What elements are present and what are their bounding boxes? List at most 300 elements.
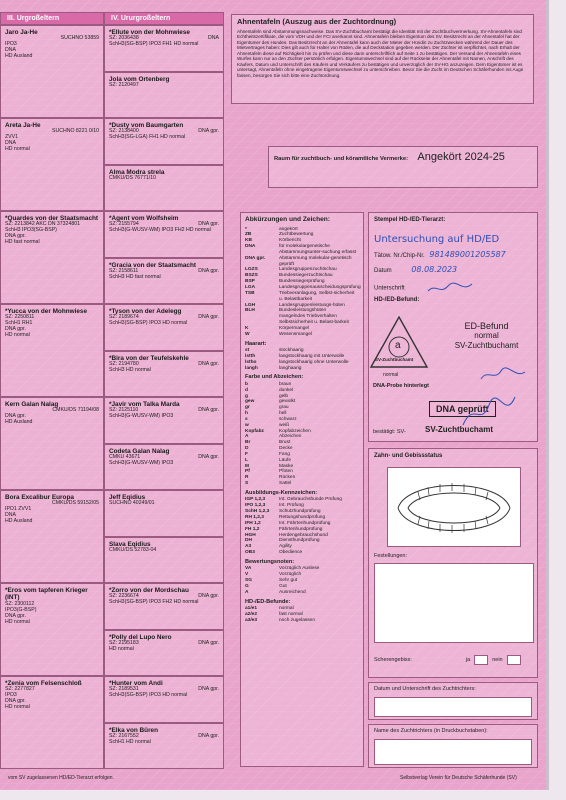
abbreviation-row bbox=[245, 314, 359, 326]
abbreviation-key: d bbox=[245, 387, 248, 393]
ancestor-info: SchH3 HD fast normal bbox=[109, 273, 161, 280]
festellungen-field[interactable] bbox=[374, 563, 534, 643]
ancestor-dna: DNA gpr. bbox=[198, 453, 219, 460]
abbreviation-key: IGP 1,2,3 bbox=[245, 497, 266, 503]
ancestor-info: DNA bbox=[5, 140, 16, 147]
abbreviation-value: Vorzüglich bbox=[279, 572, 302, 578]
ancestor-name: *Agent vom Wolfsheim bbox=[109, 215, 179, 222]
abbreviation-value: weiß bbox=[279, 422, 290, 428]
ancestor-info: HD normal bbox=[109, 645, 134, 652]
abbreviation-value: angekört bbox=[279, 226, 298, 232]
abbreviation-value: Fährtenhundprüfung bbox=[279, 526, 323, 532]
ancestor-info: SZ: 2155794 bbox=[109, 221, 139, 228]
ancestor-reg: SUCHNO 8221 0/10 bbox=[52, 128, 99, 135]
ancestor-cell-gen4 bbox=[104, 25, 224, 72]
ancestor-cell-gen4 bbox=[104, 397, 224, 444]
ancestor-cell-gen4 bbox=[104, 165, 224, 212]
abbreviation-key: M bbox=[245, 463, 249, 469]
unterschrift-row bbox=[374, 281, 532, 295]
ancestor-info: HD Ausland bbox=[5, 53, 33, 60]
abbreviation-key: gew bbox=[245, 399, 255, 405]
ancestor-info: DNA bbox=[5, 47, 16, 54]
abbreviation-key: * bbox=[245, 226, 247, 232]
ancestor-cell-gen3 bbox=[0, 211, 104, 304]
ancestor-dna: DNA gpr. bbox=[198, 732, 219, 739]
abbreviation-key: h bbox=[245, 411, 248, 417]
ancestor-cell-gen4 bbox=[104, 583, 224, 630]
datum-zuechter-field[interactable] bbox=[374, 697, 532, 717]
ancestor-info: HD normal bbox=[5, 146, 30, 153]
abbreviation-value: Pfoten bbox=[279, 469, 293, 475]
abbreviation-key: SchH 1,2,3 bbox=[245, 509, 270, 515]
abbreviation-value: Landesgruppenausscheidungsprüfung bbox=[279, 285, 361, 291]
ancestor-info: SZ: 2250811 bbox=[5, 314, 35, 321]
abbreviation-row bbox=[245, 590, 359, 596]
abbreviation-key: V bbox=[245, 572, 249, 578]
datum-zuechter-label: Datum und Unterschrift des Zuchtrichters: bbox=[374, 686, 476, 692]
teeth-diagram-icon bbox=[388, 468, 520, 546]
abbreviation-key: RH 1,2,3 bbox=[245, 514, 264, 520]
ancestor-cell-gen3 bbox=[0, 490, 104, 583]
ancestor-info: SchH3(G-WUSV-WM) IPO3 bbox=[109, 459, 174, 466]
abbreviation-key: w bbox=[245, 422, 249, 428]
abbreviation-value: Rettungshundprüfung bbox=[279, 514, 326, 520]
abbreviation-key: a2/e2 bbox=[245, 611, 258, 617]
ancestor-info: SchH3(SG-LGA) FH1 HD normal bbox=[109, 134, 186, 141]
ancestor-name: Bora Excalibur Europa bbox=[5, 494, 74, 501]
abbreviation-key: SG bbox=[245, 577, 252, 583]
abbreviation-key: Pf bbox=[245, 469, 250, 475]
abbreviation-key: OB3 bbox=[245, 550, 255, 556]
abbreviation-key: Kopfabz bbox=[245, 428, 264, 434]
abbreviation-key: L bbox=[245, 457, 248, 463]
ancestor-info: SchH3(SG-BSP) IPO3 FH2 HD normal bbox=[109, 599, 199, 606]
abbreviation-key: HGH bbox=[245, 532, 256, 538]
abbreviation-value: Bundessiegerprüfung bbox=[279, 279, 325, 285]
ancestor-cell-gen4 bbox=[104, 630, 224, 677]
stamp-normal: normal bbox=[383, 372, 399, 378]
abbreviation-value: Int. Fährtenhundprüfung bbox=[279, 520, 331, 526]
abbreviation-row bbox=[245, 618, 359, 624]
ancestor-name: Jeff Eqidius bbox=[109, 494, 146, 501]
ancestor-name: Jola vom Ortenberg bbox=[109, 75, 170, 83]
name-zuechter-box bbox=[368, 724, 538, 768]
ausbildung-list bbox=[245, 497, 359, 555]
abbreviation-key: BSZS bbox=[245, 273, 258, 279]
ancestor-info: SZ: 2158611 bbox=[109, 267, 139, 274]
ancestor-cell-gen3 bbox=[0, 397, 104, 490]
ancestor-info: DNA bbox=[5, 512, 16, 519]
ancestor-info: SchH3 IPO3(SG-BSP) bbox=[5, 227, 57, 234]
ancestor-info: IPO3 bbox=[5, 692, 17, 699]
unterschrift-label: Unterschrift bbox=[374, 285, 405, 292]
abbreviation-key: DH bbox=[245, 538, 252, 544]
ancestor-dna: DNA gpr. bbox=[198, 221, 219, 228]
ancestor-name: Jaro Ja-He bbox=[5, 29, 38, 36]
ancestor-info: SchH3 HD normal bbox=[109, 366, 151, 373]
abbreviation-row bbox=[245, 550, 359, 556]
datum-label: Datum bbox=[374, 268, 392, 275]
ancestor-info: CMKU/DS 76771/10 bbox=[109, 174, 156, 181]
abbreviation-value: stockhaarig bbox=[279, 348, 304, 354]
header-col3: III. Urgroßeltern bbox=[0, 12, 104, 25]
abbreviation-key: IPO 1,2,3 bbox=[245, 503, 266, 509]
abbreviation-value: für molekulargenetische Abstammungsunter-suchung erfasst bbox=[279, 244, 357, 255]
ancestor-info: SZ: 2189531 bbox=[109, 686, 139, 693]
ancestor-info: IPO3 bbox=[5, 41, 17, 48]
abbreviation-key: LGA bbox=[245, 285, 256, 291]
ancestor-name: *Elka von Büren bbox=[109, 726, 159, 734]
abbreviation-value: schwarz bbox=[279, 416, 297, 422]
ancestor-name: *Yucca von der Mohnwiese bbox=[5, 308, 88, 315]
abbreviation-value: Int. Gebrauchshunde Prüfung bbox=[279, 497, 342, 503]
stempel-box bbox=[368, 212, 538, 442]
ancestor-info: SchH3(G-WUSV-WM) IPO3 FH2 HD normal bbox=[109, 227, 211, 234]
ed-befund-normal: normal bbox=[474, 331, 499, 341]
hd-befunde-title: HD-/ED-Befunde: bbox=[245, 598, 291, 605]
signature-ed bbox=[479, 367, 529, 383]
ancestor-cell-gen3 bbox=[0, 583, 104, 676]
ancestor-name: *Tyson von der Adelegg bbox=[109, 308, 182, 315]
ancestor-name: *Eros vom tapferen Krieger (INT) bbox=[5, 587, 88, 602]
ancestor-info: SZ: 2300112 bbox=[5, 600, 35, 607]
taetow-value: 981489001205587 bbox=[429, 250, 506, 260]
ancestor-dna: DNA gpr. bbox=[198, 128, 219, 135]
ancestor-cell-gen4 bbox=[104, 723, 224, 770]
schere-row bbox=[374, 655, 521, 665]
abbreviation-row bbox=[245, 481, 359, 487]
abbreviation-row bbox=[245, 366, 359, 372]
ancestor-cell-gen4 bbox=[104, 537, 224, 584]
abbreviation-value: Maske bbox=[279, 463, 294, 469]
abbreviation-value: noch zugelassen bbox=[279, 617, 316, 623]
ancestor-name: *Polly del Lupo Nero bbox=[109, 633, 172, 641]
ancestor-info: IPO3(G-BSP) bbox=[5, 606, 37, 613]
abbreviation-key: D bbox=[245, 446, 249, 452]
ancestor-dna: DNA gpr. bbox=[198, 593, 219, 600]
stamp-text: SV-Zuchtbuchamt bbox=[375, 357, 414, 362]
abbreviation-value: Landesgruppenzuchtschau bbox=[279, 267, 337, 273]
name-zuechter-field[interactable] bbox=[374, 739, 532, 765]
abbreviation-value: fast normal bbox=[279, 611, 303, 617]
nein-label: nein bbox=[492, 656, 503, 663]
abbreviation-value: Landesgruppenleistungs-hüten bbox=[279, 302, 345, 308]
haarart-title: Haarart: bbox=[245, 340, 267, 347]
abbreviation-value: Gut bbox=[279, 583, 287, 589]
ancestor-name: *Dusty vom Baumgarten bbox=[109, 122, 184, 129]
teeth-diagram bbox=[387, 467, 521, 547]
ancestor-info: SZ: 2189674 bbox=[109, 314, 139, 321]
zahn-title: Zahn- und Gebissstatus bbox=[374, 453, 443, 459]
abbreviation-value: Diensthundprüfung bbox=[279, 538, 320, 544]
abbreviation-key: gr bbox=[245, 405, 250, 411]
datum-value: 08.08.2023 bbox=[411, 265, 458, 275]
ancestor-name: *Zenia vom Felsenschloß bbox=[5, 680, 82, 687]
abbreviation-value: Sehr gut bbox=[279, 577, 298, 583]
abbreviation-key: S bbox=[245, 481, 249, 487]
abbreviation-value: Läufe bbox=[279, 457, 292, 463]
ancestor-name: Codeta Galan Nalag bbox=[109, 447, 170, 455]
ancestor-name: *Javir vom Talka Marda bbox=[109, 401, 180, 408]
abbreviation-key: lstho bbox=[245, 359, 257, 365]
abbreviation-value: langstockhaarig mit Unterwolle bbox=[279, 353, 345, 359]
abbreviation-value: braun bbox=[279, 381, 292, 387]
ancestor-cell-gen3 bbox=[0, 25, 104, 118]
ancestor-info: SZ: 2213842 AKC DN 37324801 bbox=[5, 221, 80, 228]
abbreviation-value: Fang bbox=[279, 451, 290, 457]
stempel-title: Stempel HD-/ED-Tierarzt: bbox=[374, 217, 446, 223]
name-zuechter-label: Name des Zuchtrichters (in Druckbuchstaben): bbox=[374, 728, 488, 734]
footer-left: vom SV zugelassenen HD/ED-Tierarzt erfolgen. bbox=[8, 775, 114, 781]
abbreviation-row bbox=[245, 256, 359, 268]
abbreviation-value: grau bbox=[279, 405, 289, 411]
ed-befund-sv: SV-Zuchtbuchamt bbox=[454, 340, 519, 350]
ancestor-info: HD normal bbox=[5, 704, 30, 711]
ancestor-info: SZ: 2125110 bbox=[109, 407, 139, 414]
abbreviation-key: b bbox=[245, 381, 248, 387]
raum-value: Angekört 2024-25 bbox=[417, 151, 505, 163]
abbreviation-value: gelb bbox=[279, 393, 289, 399]
ancestor-info: IPO1 ZVV1 bbox=[5, 506, 32, 513]
bewertung-list bbox=[245, 566, 359, 595]
ancestor-info: HD normal bbox=[5, 618, 30, 625]
abbreviation-key: LGH bbox=[245, 302, 256, 308]
abbreviation-key: IFH 1,2 bbox=[245, 520, 261, 526]
dna-probe: DNA-Probe hinterlegt bbox=[373, 383, 429, 389]
ancestor-info: SchH1 RH1 bbox=[5, 320, 33, 327]
abbreviation-value: Triebveranlagung, Selbst-sicherheit u. Belastbarkeit bbox=[279, 290, 355, 302]
abbreviation-key: VA bbox=[245, 566, 252, 572]
ancestor-info: DNA gpr. bbox=[5, 612, 26, 619]
ancestor-cell-gen4 bbox=[104, 351, 224, 398]
farbe-list bbox=[245, 382, 359, 487]
abbreviation-value: Körbericht bbox=[279, 238, 301, 244]
ancestor-reg: SUCHNO 53859 bbox=[60, 35, 99, 42]
signature-dna bbox=[459, 391, 519, 431]
abbreviation-key: langh bbox=[245, 365, 258, 371]
taetow-label: Tätow. Nr./Chip-Nr. bbox=[374, 253, 425, 260]
abbreviation-value: Herdengebrauchshund bbox=[279, 532, 328, 538]
ancestor-info: HD fast normal bbox=[5, 239, 40, 246]
abbreviation-value: Schutzhundprüfung bbox=[279, 509, 321, 515]
ancestor-info: SZ: 2138400 bbox=[109, 128, 139, 135]
raum-label: Raum für zuchtbuch- und köramtliche Vermerke: bbox=[274, 156, 408, 162]
abbreviation-key: BLH bbox=[245, 308, 255, 314]
abbreviation-value: Vorzüglich Auslese bbox=[279, 566, 320, 572]
ancestor-info: HD Ausland bbox=[5, 419, 33, 426]
ancestor-info: SZ: 2120497 bbox=[109, 81, 139, 88]
abbreviation-key: a3/e3 bbox=[245, 617, 258, 623]
bewertung-title: Bewertungsnoten: bbox=[245, 558, 295, 565]
abbreviation-key: DNA bbox=[245, 244, 256, 250]
abbreviation-key: a1/e1 bbox=[245, 605, 258, 611]
ancestor-info: SchH3(SG-BSP) IPO3 HD normal bbox=[109, 692, 188, 699]
abbreviation-value: Bundessiegerzuchtschau bbox=[279, 273, 333, 279]
ancestor-info: SZ: 2036438 bbox=[109, 35, 139, 42]
abbreviation-value: Int. Prüfung bbox=[279, 503, 304, 509]
ahnentafel-box bbox=[231, 14, 534, 104]
ancestor-info: SZ: 2236674 bbox=[109, 593, 139, 600]
abbreviation-key: Br bbox=[245, 440, 251, 446]
abbreviation-key: F bbox=[245, 451, 248, 457]
ancestor-info: SZ: 2195183 bbox=[109, 639, 139, 646]
ahnentafel-title: Ahnentafeln (Auszug aus der Zuchtordnung) bbox=[237, 17, 397, 26]
ancestor-cell-gen4 bbox=[104, 258, 224, 305]
abbreviations-box bbox=[240, 212, 364, 767]
ancestor-info: SZ: 2167552 bbox=[109, 732, 139, 739]
ancestor-dna: DNA gpr. bbox=[198, 360, 219, 367]
schere-label: Scherengebiss: bbox=[374, 656, 412, 663]
ancestor-name: *Bira von der Teufelskehle bbox=[109, 354, 189, 362]
abbreviation-key: G bbox=[245, 583, 249, 589]
abbreviation-value: Wesensmangel bbox=[279, 331, 312, 337]
header-col4: IV. Ururgroßeltern bbox=[104, 12, 224, 25]
ja-label: ja bbox=[465, 656, 471, 663]
bestaetigt-label: bestätigt: SV- bbox=[373, 429, 406, 435]
ancestor-dna: DNA gpr. bbox=[198, 686, 219, 693]
abbreviation-value: Agility bbox=[279, 544, 292, 550]
abbreviation-key: DNA gpr. bbox=[245, 255, 266, 261]
ausbildung-title: Ausbildungs-Kennzeichen: bbox=[245, 490, 318, 497]
ancestor-info: ZVV1 bbox=[5, 134, 18, 141]
abbreviation-key: KB bbox=[245, 238, 252, 244]
ancestor-name: *Ellute von der Mohnwiese bbox=[109, 29, 190, 36]
ja-checkbox[interactable] bbox=[474, 655, 488, 665]
ancestor-cell-gen4 bbox=[104, 444, 224, 491]
abbreviation-key: LGZS bbox=[245, 267, 258, 273]
abbreviation-key: lstth bbox=[245, 353, 256, 359]
ancestor-info: SchH3(SG-BSP) IPO3 FH1 HD normal bbox=[109, 41, 199, 48]
ancestor-reg: CMKU/DS 71194/08 bbox=[52, 407, 99, 414]
abbreviations-list bbox=[245, 227, 359, 338]
ancestor-reg: CMKU/DS 59152/05 bbox=[52, 500, 99, 507]
ancestor-name: Slava Eqidius bbox=[109, 540, 151, 548]
abbreviation-value: Rücken bbox=[279, 475, 296, 481]
abbreviation-value: normal bbox=[279, 605, 294, 611]
ancestor-cell-gen3 bbox=[0, 304, 104, 397]
ancestor-info: SchH3(SG-BSP) IPO3 HD normal bbox=[109, 320, 188, 327]
datum-zuechter-box bbox=[368, 682, 538, 720]
abbreviation-value: langstockhaarig ohne Unterwolle bbox=[279, 359, 349, 365]
zahn-box bbox=[368, 448, 538, 678]
abbreviation-key: A bbox=[245, 434, 249, 440]
signature-vet bbox=[426, 281, 476, 295]
ancestor-info: DNA gpr. bbox=[5, 326, 26, 333]
ancestor-dna: DNA gpr. bbox=[198, 267, 219, 274]
ancestor-cell-gen3 bbox=[0, 676, 104, 769]
abbreviation-value: Sattel bbox=[279, 481, 292, 487]
abbreviation-key: BSP bbox=[245, 279, 255, 285]
abbreviation-key: TSB bbox=[245, 290, 255, 296]
dna-geprueft-stamp: DNA geprüft bbox=[429, 401, 496, 417]
sv-zb-stamp: SV-Zuchtbuchamt bbox=[425, 425, 494, 434]
abbreviation-value: gewolkt bbox=[279, 399, 296, 405]
ancestor-info: CMKU 43671 bbox=[109, 453, 141, 460]
abbreviation-key bbox=[245, 314, 279, 326]
ancestor-info: SZ: 2277827 bbox=[5, 686, 35, 693]
abbreviation-row bbox=[245, 332, 359, 338]
abbreviation-key: R bbox=[245, 475, 249, 481]
befund-label: HD-/ED-Befund: bbox=[374, 297, 420, 304]
abbreviation-key: A bbox=[245, 589, 249, 595]
ancestor-info: DNA gpr. bbox=[5, 413, 26, 420]
ancestor-name: *Zorro von der Mordschau bbox=[109, 587, 189, 594]
abbreviation-value: mangelndes Triebverhalten Selbstsicherheit u. Belast-barkeit bbox=[279, 314, 349, 326]
ancestor-info: SUCHNO 40249/01 bbox=[109, 500, 155, 507]
ancestor-dna: DNA gpr. bbox=[198, 314, 219, 321]
ancestor-info: CMKU/DS 52783-04 bbox=[109, 546, 157, 553]
farbe-title: Farbe und Abzeichen: bbox=[245, 374, 304, 381]
abbreviation-key: FH 1,2 bbox=[245, 526, 260, 532]
abbreviation-row bbox=[245, 291, 359, 303]
ed-befund-block bbox=[439, 321, 534, 350]
ancestor-info: SchH3(G-WUSV-WM) IPO3 bbox=[109, 413, 174, 420]
ancestor-name: *Quardes von der Staatsmacht bbox=[5, 215, 99, 222]
nein-checkbox[interactable] bbox=[507, 655, 521, 665]
ancestor-name: Alma Modra strela bbox=[109, 168, 165, 176]
ancestor-name: Kern Galan Nalag bbox=[5, 401, 59, 408]
abbreviation-key: K bbox=[245, 325, 249, 331]
abbreviation-key: g bbox=[245, 393, 248, 399]
ancestor-info: SZ: 2194780 bbox=[109, 360, 139, 367]
ancestor-name: Areta Ja-He bbox=[5, 122, 41, 129]
taetow-row bbox=[374, 250, 532, 260]
ancestor-cell-gen4 bbox=[104, 72, 224, 119]
ancestor-cell-gen4 bbox=[104, 304, 224, 351]
haarart-list bbox=[245, 348, 359, 371]
abbreviation-value: Obedience bbox=[279, 550, 303, 556]
abbreviation-value: Abzeichen bbox=[279, 434, 302, 440]
abbreviation-value: hell bbox=[279, 411, 287, 417]
abbreviation-key: A3 bbox=[245, 544, 252, 550]
abbreviation-value: langhaarig bbox=[279, 365, 302, 371]
ancestor-dna: DNA gpr. bbox=[198, 639, 219, 646]
ancestor-cell-gen4 bbox=[104, 490, 224, 537]
abbreviation-key: s bbox=[245, 416, 248, 422]
ancestor-info: DNA gpr. bbox=[5, 698, 26, 705]
ahnentafel-text: Ahnentafeln sind Abstammungsnachweise. Das SV-Zuchtbuchamt bestätigt die Identität mit der Zuchtbuchvermerkung. SV-Ahnentafeln sind Echtheitszertifikate, die vom VDH und der FCI anerkannt sind. Ahnentafeln bleiben Eigentum des SV. Besitzrecht an der Ahnentafel hat der Eigentümer des Hundes. Das Besitzrecht an der Ahnentafel kann auch der Mieter der Hündin zu Zuchtzwecken während der Dauer des Mietvertrages haben: Dies gilt auch für Halter von Rüden, die auf Deckstation gegeben werden. Der Züchter ist verpflichtet, nach Erhalt der Ahnentafeln diese auf Richtigkeit hin zu prüfen und diese dann unterschriftlich auf Seite 1 zu bestätigen. Der Versand der Ahnentafeln eines Wurfes kann nur an den Züchter persönlich erfolgen. Eigentumswechsel sind auf der Rückseite der Ahnentafel mit Namen, Anschrift des Käufers, Datum und Unterschrift des Käufers und Verkäufers zu bestätigen und unverzüglich der SV-HG anzuzeigen. Dem Eigentümer ist es untersagt, Ahnentafeln ohne eingetragene Eigentumswechsel zu unterschreiben. Bevor Sie die Zucht im Deutschen Schäferhunden ins Auge fassen, besorgen Sie sich bitte eine Zuchtordnung. bbox=[237, 28, 524, 78]
abbreviation-value: Ausreichend bbox=[279, 589, 306, 595]
hd-befunde-list bbox=[245, 606, 359, 624]
ancestor-cell-gen4 bbox=[104, 118, 224, 165]
raum-box bbox=[268, 146, 538, 188]
stamp-letter: a bbox=[395, 340, 401, 351]
festellungen-label: Festellungen: bbox=[374, 553, 408, 559]
untersuchung-stamp: Untersuchung auf HD/ED bbox=[374, 233, 500, 245]
ancestor-cell-gen4 bbox=[104, 676, 224, 723]
ed-befund-title: ED-Befund bbox=[464, 321, 509, 331]
ancestor-info: SchH1 HD normal bbox=[109, 738, 151, 745]
abbreviation-value: Kopfabzeichen bbox=[279, 428, 311, 434]
abbreviation-value: dunkel bbox=[279, 387, 294, 393]
abbreviations-title: Abkürzungen und Zeichen: bbox=[245, 216, 330, 223]
ancestor-info: HD normal bbox=[5, 332, 30, 339]
ancestor-name: *Gracia von der Staatsmacht bbox=[109, 261, 197, 269]
datum-row bbox=[374, 265, 532, 275]
abbreviation-value: Abstammung molekular-genetisch geprüft bbox=[279, 255, 352, 267]
ancestor-cell-gen4 bbox=[104, 211, 224, 258]
abbreviation-value: Zuchtbewertung bbox=[279, 232, 314, 238]
abbreviation-value: Körpermangel bbox=[279, 325, 310, 331]
abbreviation-key: st bbox=[245, 348, 250, 354]
abbreviation-key: W bbox=[245, 331, 250, 337]
ancestor-dna: DNA gpr. bbox=[198, 407, 219, 414]
abbreviation-key: ZB bbox=[245, 232, 252, 238]
footer-right: Selbstverlag Verein für Deutsche Schäferhunde (SV) bbox=[400, 775, 517, 781]
abbreviation-value: Brust bbox=[279, 440, 291, 446]
abbreviation-row bbox=[245, 244, 359, 256]
hd-stamp bbox=[369, 315, 429, 378]
